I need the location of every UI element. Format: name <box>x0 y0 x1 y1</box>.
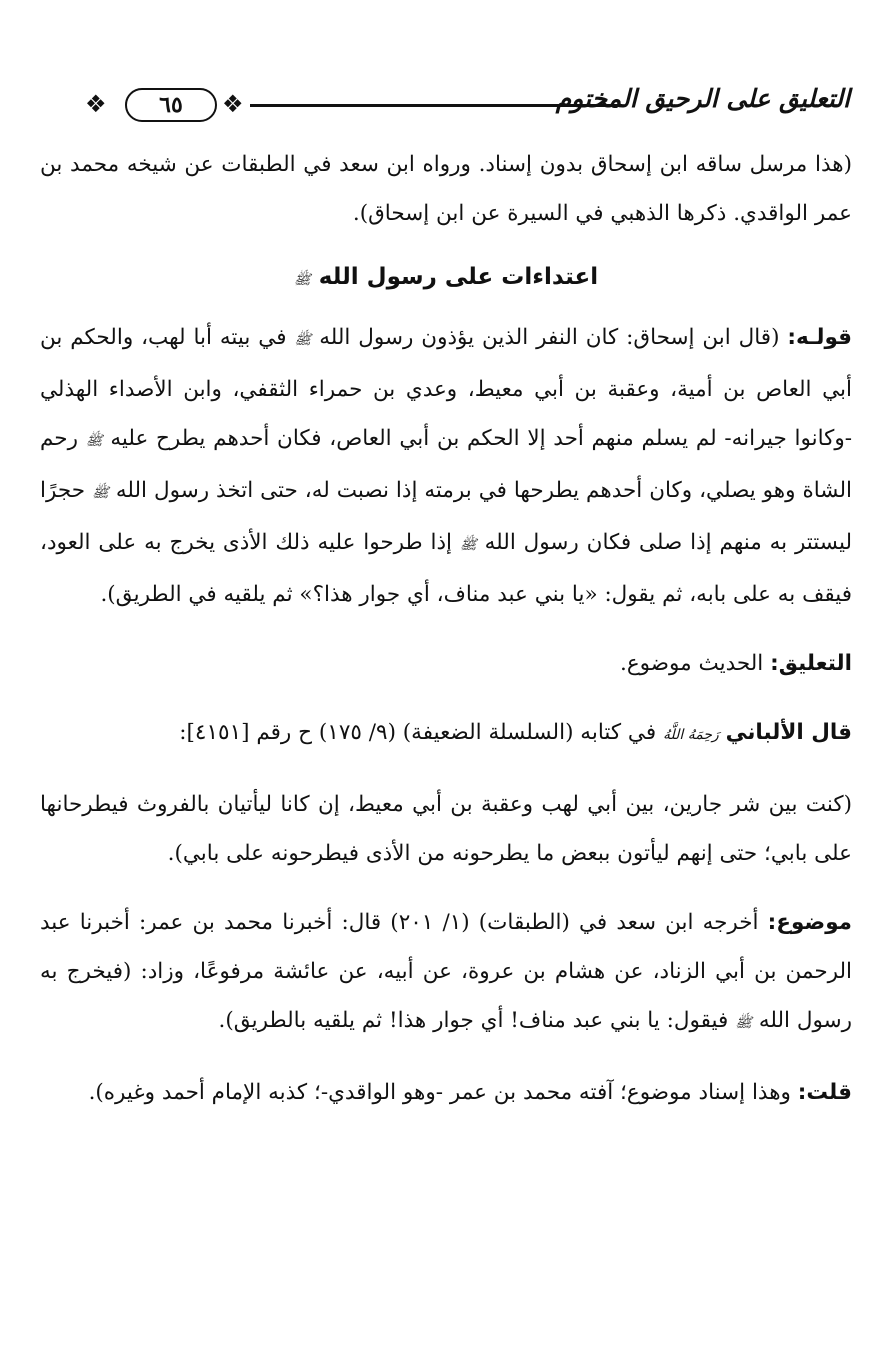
honorific-icon: ﷺ <box>91 485 109 501</box>
page-body <box>40 140 852 1117</box>
qultu-text: وهذا إسناد موضوع؛ آفته محمد بن عمر -وهو الواقدي-؛ كذبه الإمام أحمد وغيره). <box>88 1080 791 1105</box>
ornament-left-icon: ❖ <box>85 90 107 118</box>
comment-label: التعليق: <box>770 651 852 676</box>
mawdu-label: موضوع: <box>767 910 852 935</box>
honorific-icon: ﷺ <box>294 332 312 348</box>
intro-text: (هذا مرسل ساقه ابن إسحاق بدون إسناد. ورواه ابن سعد في الطبقات عن شيخه محمد بن عمر الواقدي. ذكرها الذهبي في السيرة عن ابن إسحاق). <box>40 152 852 226</box>
quote-text-e: إذا طرحوا عليه ذلك الأذى يخرج به على العود، فيقف به على بابه، ثم يقول: «يا بني عبد مناف، أي جوار هذا؟» ثم يلقيه في الطريق). <box>40 530 852 607</box>
comment-text: الحديث موضوع. <box>619 651 764 676</box>
albani-paragraph <box>40 708 852 760</box>
quote-text-a: (قال ابن إسحاق: كان النفر الذين يؤذون رسول الله <box>319 325 780 350</box>
honorific-icon: ﷺ <box>293 272 311 288</box>
honorific-icon: ﷺ <box>459 537 477 553</box>
page-number-frame <box>125 88 217 122</box>
page-number: ٦٥ <box>159 92 183 118</box>
quote-paragraph <box>40 313 852 619</box>
qultu-label: قلت: <box>797 1080 852 1105</box>
mawdu-paragraph <box>40 898 852 1048</box>
ornament-right-icon: ❖ <box>222 90 244 118</box>
honorific-icon: ﷺ <box>735 1015 753 1031</box>
page-header <box>40 70 850 136</box>
albani-honorific: رَحِمَهُ اللَّهُ <box>662 727 719 743</box>
mawdu-text-a: أخرجه ابن سعد في (الطبقات) (١/ ٢٠١) قال: أخبرنا محمد بن عمر: أخبرنا عبد الرحمن بن أبي الزناد، عن هشام بن عروة، عن أبيه، عن عائشة مرفوعًا، وزاد: (فيخرج به رسول الله <box>40 910 852 1033</box>
hadith-text: (كنت بين شر جارين، بين أبي لهب وعقبة بن أبي معيط، إن كانا ليأتيان بالفروث فيطرحانها على بابي؛ حتى إنهم ليأتون ببعض ما يطرحونه من الأذى فيطرحونه على بابي). <box>40 792 852 866</box>
section-heading-text: اعتداءات على رسول الله <box>318 264 599 290</box>
intro-paragraph <box>40 140 852 238</box>
quote-text-d: حجرًا ليستتر به منهم إذا صلى فكان رسول الله <box>40 478 852 555</box>
comment-paragraph <box>40 639 852 688</box>
albani-text: في كتابه (السلسلة الضعيفة) (٩/ ١٧٥) ح رقم [٤١٥١]: <box>179 720 657 745</box>
honorific-icon: ﷺ <box>85 433 103 449</box>
quote-text-b: في بيته أبا لهب، والحكم بن أبي العاص بن أمية، وعقبة بن أبي معيط، وعدي بن حمراء الثقفي، وابن الأصداء الهذلي -وكانوا جيرانه- لم يسلم منهم أحد إلا الحكم بن أبي العاص، فكان أحدهم يطرح عليه <box>40 325 853 451</box>
book-title: التعليق على الرحيق المختوم <box>555 84 850 113</box>
quote-label: قولـه: <box>787 325 853 350</box>
albani-label: قال الألباني <box>725 720 852 745</box>
hadith-paragraph <box>40 780 852 878</box>
section-heading <box>40 248 852 309</box>
mawdu-text-b: فيقول: يا بني عبد مناف! أي جوار هذا! ثم يلقيه بالطريق). <box>218 1008 729 1033</box>
qultu-paragraph <box>40 1068 852 1117</box>
quote-text-c: رحم الشاة وهو يصلي، وكان أحدهم يطرحها في برمته إذا نصبت له، حتى اتخذ رسول الله <box>40 426 852 503</box>
